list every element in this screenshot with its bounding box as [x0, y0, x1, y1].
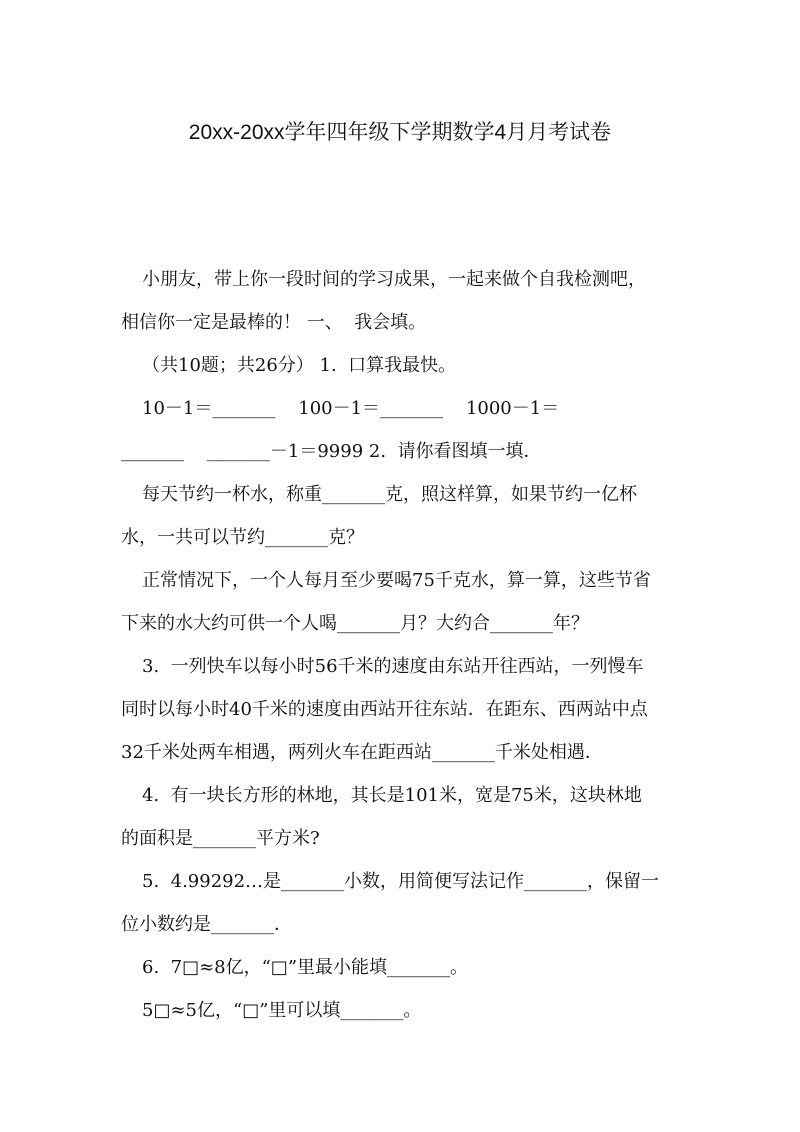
- q6-line-2: 5□≈5亿，“□”里可以填_______。: [142, 1000, 422, 1021]
- q4-line-2: 的面积是_______平方米?: [121, 828, 320, 849]
- intro-line-1: 小朋友，带上你一段时间的学习成果，一起来做个自我检测吧，: [142, 269, 646, 290]
- q6-line-1: 6. 7□≈8亿，“□”里最小能填_______。: [142, 957, 469, 978]
- intro-line-2: 相信你一定是最棒的！ 一、 我会填。: [121, 312, 427, 333]
- q1-calculations: 10－1＝_______ 100－1＝_______ 1000－1＝: [142, 398, 560, 419]
- q2-line-2: 水，一共可以节约_______克？: [121, 527, 364, 548]
- q4-line-1: 4. 有一块长方形的林地，其长是101米，宽是75米，这块林地: [142, 785, 642, 806]
- section-heading: （共10题；共26分） 1. 口算我最快。: [142, 355, 457, 376]
- q2-line-4: 下来的水大约可供一个人喝_______月？大约合_______年？: [121, 613, 589, 634]
- q2-line-1: 每天节约一杯水，称重_______克，照这样算，如果节约一亿杯: [142, 484, 637, 505]
- q1-q2-line: _______ _______－1＝9999 2. 请你看图填一填．: [121, 441, 542, 462]
- q5-line-2: 位小数约是_______．: [121, 914, 292, 935]
- q3-line-2: 同时以每小时40千米的速度由西站开往东站．在距东、西两站中点: [121, 699, 648, 720]
- exam-title: 20xx-20xx学年四年级下学期数学4月月考试卷: [188, 121, 612, 144]
- q5-line-1: 5. 4.99292…是_______小数，用简便写法记作_______，保留一: [142, 871, 660, 892]
- q3-line-3: 32千米处两车相遇，两列火车在距西站_______千米处相遇．: [121, 742, 603, 763]
- q2-line-3: 正常情况下，一个人每月至少要喝75千克水，算一算，这些节省: [142, 570, 651, 591]
- q3-line-1: 3. 一列快车以每小时56千米的速度由东站开往西站，一列慢车: [142, 656, 644, 677]
